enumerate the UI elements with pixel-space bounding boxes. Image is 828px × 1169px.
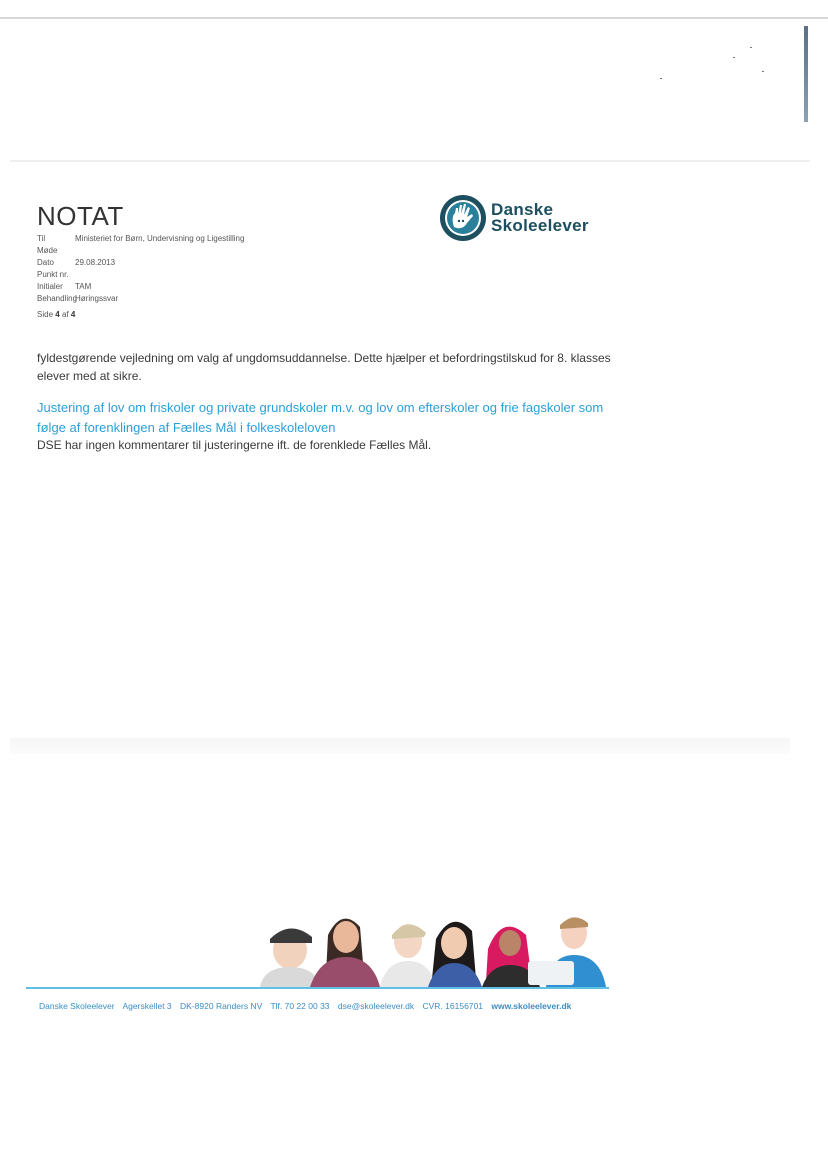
- footer-contact: [39, 1001, 577, 1011]
- page-total: 4: [70, 310, 76, 319]
- meta-label: Behandling: [37, 294, 78, 303]
- scan-speck: [762, 71, 764, 72]
- student-face: [333, 921, 359, 953]
- meta-row-dato: [37, 257, 244, 269]
- footer-city: DK-8920 Randers NV: [180, 1001, 263, 1011]
- logo-line-1: Danske: [491, 200, 554, 219]
- document-title: NOTAT: [37, 201, 124, 231]
- meta-value: TAM: [75, 282, 92, 291]
- page-indicator: [37, 310, 75, 319]
- meta-value: Ministeriet for Børn, Undervisning og Ligestilling: [75, 234, 245, 243]
- meta-value: 29.08.2013: [75, 258, 116, 267]
- hand-logo-icon: [439, 194, 487, 242]
- footer-phone: Tlf. 70 22 00 33: [270, 1001, 330, 1011]
- meta-label: Dato: [37, 258, 54, 267]
- footer-address: Agerskellet 3: [122, 1001, 172, 1011]
- page-current: 4: [55, 310, 60, 319]
- laptop-icon: [528, 961, 574, 985]
- footer-website-link[interactable]: www.skoleelever.dk: [491, 1001, 572, 1011]
- memo-metadata: [37, 233, 244, 305]
- page-label: Side: [37, 310, 54, 319]
- organization-logo: [439, 194, 589, 242]
- meta-label: Til: [37, 234, 46, 243]
- logo-wordmark: [491, 202, 589, 234]
- scan-edge-bar: [804, 26, 808, 122]
- scan-edge-line: [0, 17, 828, 19]
- scan-speck: [733, 57, 735, 58]
- scan-speck: [660, 78, 662, 79]
- body-paragraph: DSE har ingen kommentarer til justeringerne ift. de forenklede Fælles Mål.: [37, 438, 432, 452]
- students-photo-strip: [240, 905, 610, 987]
- student-face: [441, 927, 467, 959]
- student-face: [499, 930, 521, 956]
- body-paragraph: fyldestgørende vejledning om valg af ungdomsuddannelse. Dette hjælper et befordringstilskud for 8. klasses elever med at sikre.: [37, 351, 611, 383]
- student-shirt: [310, 957, 380, 987]
- meta-label: Møde: [37, 246, 58, 255]
- scan-fold-line: [10, 160, 810, 162]
- section-heading: Justering af lov om friskoler og private grundskoler m.v. og lov om efterskoler og frie fagskoler som følge af forenklingen af Fælles Mål i folkeskoleloven: [37, 400, 604, 435]
- meta-row-punkt: [37, 269, 244, 281]
- footer-org: Danske Skoleelever: [39, 1001, 115, 1011]
- student-shirt: [380, 961, 436, 987]
- student-shirt: [260, 967, 320, 987]
- footer-cvr: CVR. 16156701: [422, 1001, 483, 1011]
- meta-row-til: [37, 233, 244, 245]
- meta-row-behandling: [37, 293, 244, 305]
- meta-label: Initialer: [37, 282, 63, 291]
- student-cap: [270, 928, 312, 943]
- meta-label: Punkt nr.: [37, 270, 69, 279]
- meta-row-initialer: [37, 281, 244, 293]
- logo-line-2: Skoleelever: [491, 216, 589, 235]
- footer-email[interactable]: dse@skoleelever.dk: [337, 1001, 415, 1011]
- scan-fold-band: [10, 738, 790, 754]
- meta-value: Høringssvar: [75, 294, 119, 303]
- page-of: af: [61, 310, 69, 319]
- student-hair: [392, 924, 426, 939]
- student-hair: [560, 917, 588, 929]
- meta-row-mode: [37, 245, 244, 257]
- footer-divider: [26, 987, 609, 989]
- scan-speck: [750, 47, 752, 48]
